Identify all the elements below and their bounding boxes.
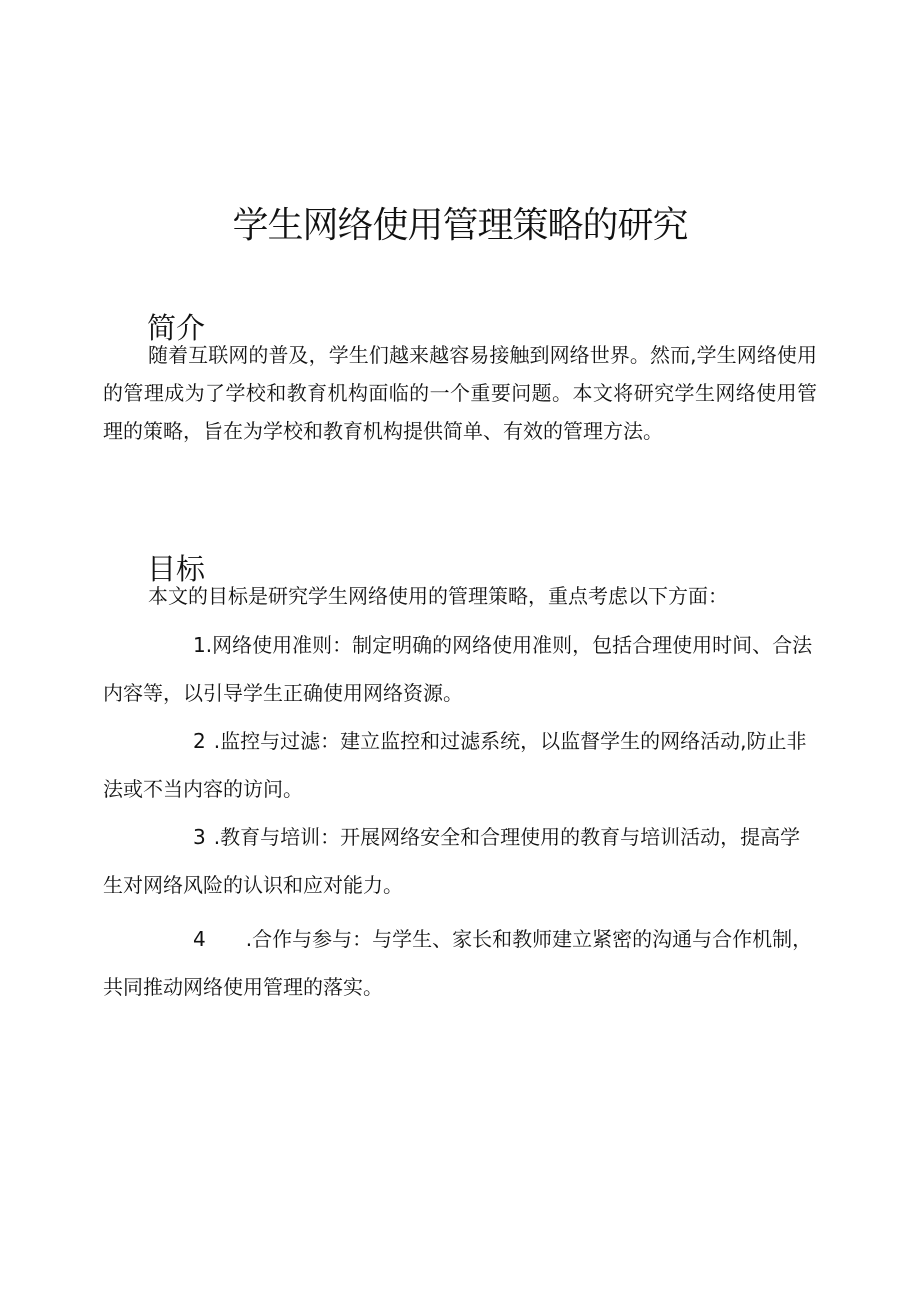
goal-item-4-text: .合作与参与：与学生、家长和教师建立紧密的沟通与合作机制，共同推动网络使用管理的落实。: [103, 927, 813, 999]
goal-item-3: [103, 813, 817, 909]
goal-item-1-text: 网络使用准则：制定明确的网络使用准则，包括合理使用时间、合法内容等，以引导学生正确使用网络资源。: [103, 633, 813, 705]
goal-item-1: [103, 621, 817, 717]
goal-item-2-text: .监控与过滤：建立监控和过滤系统，以监督学生的网络活动,防止非法或不当内容的访问。: [103, 729, 807, 801]
section-heading-intro: 简介: [147, 311, 206, 346]
goal-item-1-number: 1.: [193, 633, 213, 657]
goal-item-4: [103, 915, 817, 1011]
goal-item-2: [103, 717, 817, 813]
goal-item-2-number: 2: [193, 729, 206, 753]
goal-item-3-text: .教育与培训：开展网络安全和合理使用的教育与培训活动，提高学生对网络风险的认识和应对能力。: [103, 825, 801, 897]
goal-item-4-number: 4: [193, 927, 206, 951]
goals-intro-paragraph: 本文的目标是研究学生网络使用的管理策略，重点考虑以下方面：: [148, 584, 728, 608]
document-title: 学生网络使用管理策略的研究: [232, 205, 688, 247]
section-heading-goals: 目标: [147, 552, 206, 587]
intro-paragraph: 随着互联网的普及，学生们越来越容易接触到网络世界。然而,学生网络使用的管理成为了学校和教育机构面临的一个重要问题。本文将研究学生网络使用管理的策略，旨在为学校和教育机构提供简单、有效的管理方法。: [103, 343, 817, 443]
goal-item-3-number: 3: [193, 825, 206, 849]
